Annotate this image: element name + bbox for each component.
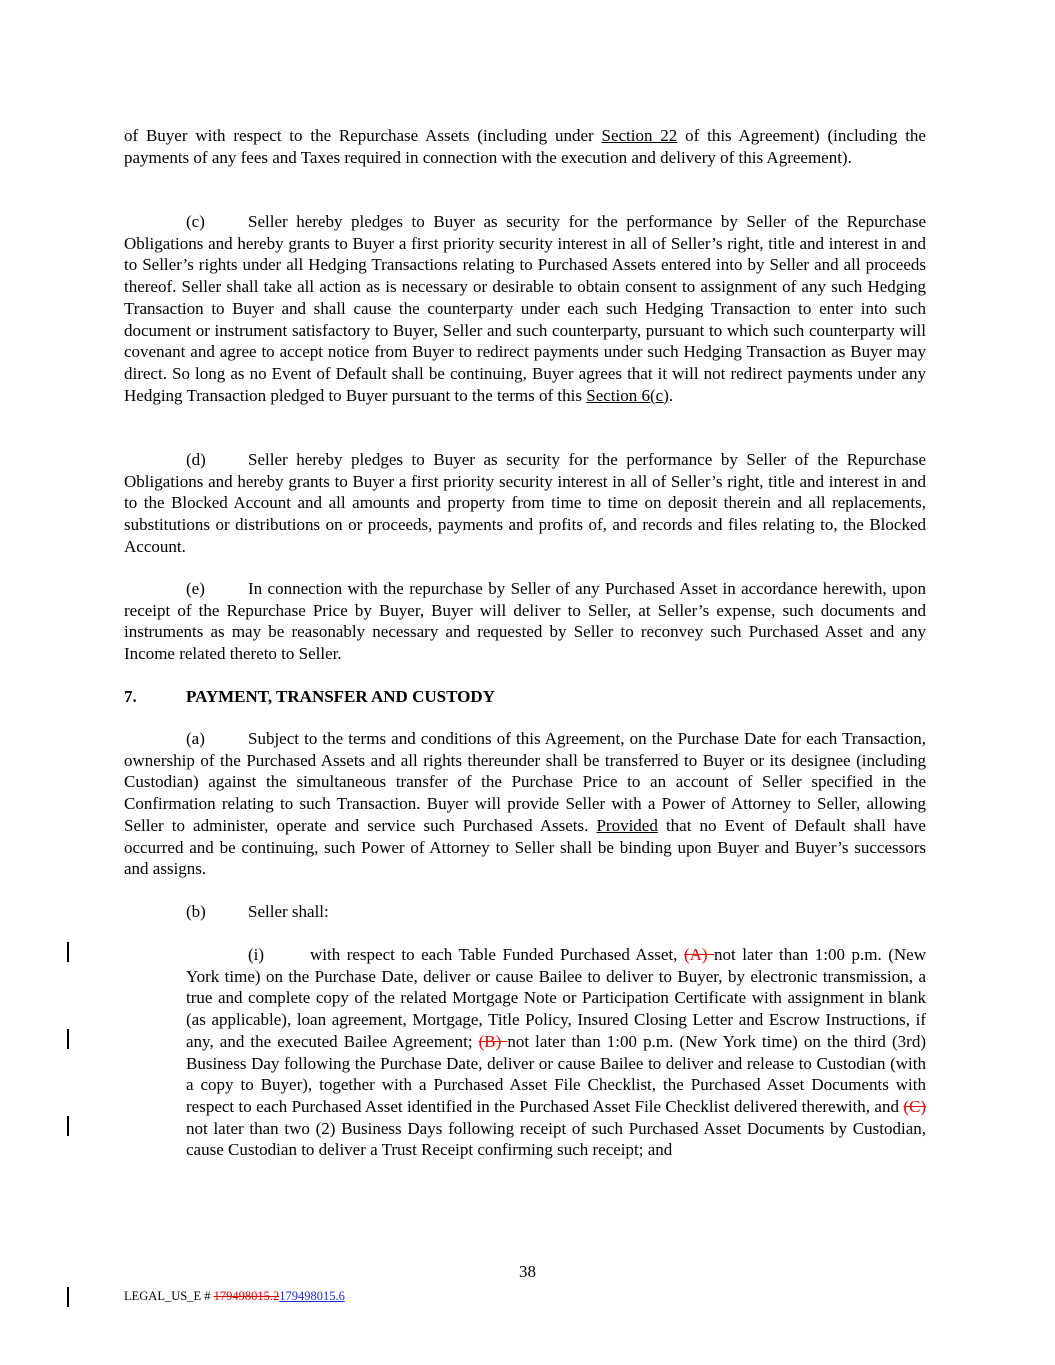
text: of this Agreement) (including the payments of any fees and Taxes required in connection with the execution and delivery of this Agreement).	[124, 126, 926, 167]
paragraph-c	[124, 211, 926, 406]
inserted-document-id: 179498015.6	[279, 1289, 345, 1303]
paragraph-d	[124, 449, 926, 558]
section-reference: Section 22	[601, 126, 678, 145]
paragraph-7a	[124, 728, 926, 880]
paragraph-label: (b)	[186, 902, 206, 921]
section-heading	[124, 686, 495, 708]
paragraph-label: (d)	[186, 450, 206, 469]
paragraph-e	[124, 578, 926, 665]
text: In connection with the repurchase by Seller of any Purchased Asset in accordance herewith, upon receipt of the Repurchase Price by Buyer, Buyer will deliver to Seller, at Seller’s expense, such documents and instruments as may be reasonably necessary and requested by Seller to reconvey such Purchased Asset and any Income related thereto to Seller.	[124, 579, 926, 664]
section-title: PAYMENT, TRANSFER AND CUSTODY	[186, 687, 495, 706]
paragraph-label: (c)	[186, 212, 205, 231]
change-bar	[67, 1287, 69, 1307]
text: not later than two (2) Business Days following receipt of such Purchased Asset Documents by Custodian, cause Custodian to deliver a Trust Receipt confirming such receipt; and	[186, 1118, 926, 1160]
deleted-text: (C)	[903, 1096, 926, 1116]
text: Seller shall:	[248, 902, 329, 921]
paragraph-7b	[124, 901, 926, 923]
text: not later than 1:00 p.m. (New York time) on the Purchase Date, deliver or cause Bailee to deliver to Buyer, by electronic transmission, a true and complete copy of the related Mortgage Note or Participation Certificate with assignment in blank (as applicable), loan agreement, Mortgage, Title Policy, Insured Closing Letter and Escrow Instructions, if any, and the executed Bailee Agreement;	[186, 945, 926, 1051]
section-reference: Section 6(c)	[586, 385, 669, 405]
page-number: 38	[519, 1262, 536, 1281]
document-footer	[124, 1288, 345, 1304]
text: Seller hereby pledges to Buyer as security for the performance by Seller of the Repurchase Obligations and hereby grants to Buyer a first priority security interest in all of Seller’s right, title and interest in and to the Blocked Account and all amounts and property from time to time on deposit therein and all replacements, substitutions or distributions on or proceeds, payments and profits of, and records and files relating to, the Blocked Account.	[124, 450, 926, 556]
section-number: 7.	[124, 687, 137, 706]
paragraph-label: (i)	[248, 945, 265, 964]
paragraph-continuation	[124, 125, 926, 168]
deleted-text: (A)	[683, 945, 715, 964]
text: of Buyer with respect to the Repurchase Assets (including under	[124, 126, 602, 145]
deleted-document-id: 179498015.2	[213, 1289, 280, 1303]
underlined-term: Provided	[596, 815, 658, 835]
paragraph-7b-i	[186, 944, 926, 1161]
change-bar	[67, 942, 69, 962]
text: Subject to the terms and conditions of this Agreement, on the Purchase Date for each Transaction, ownership of the Purchased Assets and all rights thereunder shall be transferred to Buyer or its designee (including Custodian) against the simultaneous transfer of the Purchase Price to an account of Seller specified in the Confirmation relating to such Transaction. Buyer will provide Seller with a Power of Attorney to Seller, allowing Seller to administer, operate and service such Purchased Assets.	[124, 729, 926, 835]
text: with respect to each Table Funded Purchased Asset,	[310, 945, 684, 964]
text: not later than 1:00 p.m. (New York time) on the third (3rd) Business Day following the Purchase Date, deliver or cause Bailee to deliver and release to Custodian (with a copy to Buyer), together with a Purchased Asset File Checklist, the Purchased Asset Documents with respect to each Purchased Asset identified in the Purchased Asset File Checklist delivered therewith, and	[186, 1031, 926, 1116]
deleted-text: (B)	[478, 1031, 508, 1051]
text: .	[668, 385, 674, 405]
text: that no Event of Default shall have occurred and be continuing, such Power of Attorney to Seller shall be binding upon Buyer and Buyer’s successors and assigns.	[124, 815, 926, 879]
text: Seller hereby pledges to Buyer as security for the performance by Seller of the Repurchase Obligations and hereby grants to Buyer a first priority security interest in all of Seller’s right, title and interest in and to Seller’s rights under all Hedging Transactions relating to Purchased Assets entered into by Seller and all proceeds thereof. Seller shall take all action as is necessary or desirable to obtain consent to assignment of any such Hedging Transaction to Buyer and shall cause the counterparty under each such Hedging Transaction to enter into such document or instrument satisfactory to Buyer, Seller and such counterparty, pursuant to which such counterparty will covenant and agree to accept notice from Buyer to redirect payments under such Hedging Transaction as Buyer may direct. So long as no Event of Default shall be continuing, Buyer agrees that it will not redirect payments under any Hedging Transaction pledged to Buyer pursuant to the terms of this	[124, 212, 926, 405]
footer-prefix: LEGAL_US_E #	[124, 1289, 214, 1303]
paragraph-label: (e)	[186, 579, 205, 598]
change-bar	[67, 1116, 69, 1136]
paragraph-label: (a)	[186, 729, 205, 748]
change-bar	[67, 1029, 69, 1049]
